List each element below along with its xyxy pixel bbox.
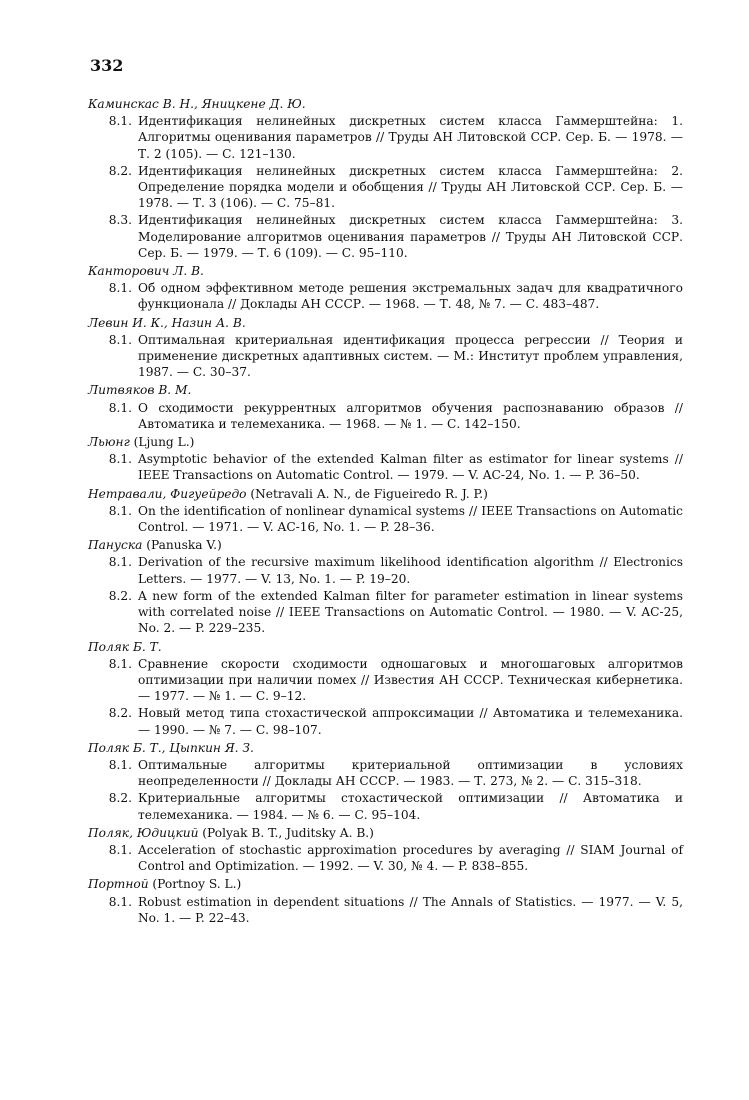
reference-item — [88, 842, 683, 874]
author-name: Литвяков В. М. — [88, 383, 192, 398]
reference-item — [88, 705, 683, 737]
reference-number: 8.1. — [108, 842, 132, 857]
reference-text: Derivation of the recursive maximum likelihood identification algorithm // Electronics Letters. — 1977. — V. 13, No. 1. — P. 19–20. — [138, 555, 683, 586]
reference-number: 8.3. — [108, 213, 132, 228]
reference-text: Сравнение скорости сходимости одношаговых и многошаговых алгоритмов оптимизации при наличии помех // Известия АН СССР. Техническая кибернетика. — 1977. — № 1. — С. 9–12. — [138, 656, 683, 704]
reference-number: 8.1. — [108, 281, 132, 296]
author-name: Канторович Л. В. — [88, 264, 204, 279]
author-name: Льюнг — [88, 435, 130, 450]
reference-item — [88, 400, 683, 432]
author-heading — [88, 486, 683, 502]
reference-text: Acceleration of stochastic approximation procedures by averaging // SIAM Journal of Control and Optimization. — 1992. — V. 30, № 4. — P. 838–855. — [138, 842, 683, 874]
author-heading — [88, 537, 683, 553]
author-latin-name: (Panuska V.) — [146, 538, 222, 553]
reference-number: 8.2. — [108, 706, 132, 721]
author-heading — [88, 96, 683, 112]
reference-text: Оптимальная критериальная идентификация процесса регрессии // Теория и применение дискретных адаптивных систем. — М.: Институт проблем управления, 1987. — С. 30–37. — [138, 332, 683, 380]
reference-item — [88, 588, 683, 637]
author-heading — [88, 639, 683, 655]
author-name: Пануска — [88, 538, 143, 553]
author-block — [88, 825, 683, 875]
reference-number: 8.1. — [108, 452, 132, 467]
reference-item — [88, 212, 683, 261]
reference-number: 8.2. — [108, 791, 132, 806]
reference-number: 8.2. — [108, 163, 132, 178]
page-number: 332 — [90, 56, 124, 75]
author-heading — [88, 825, 683, 841]
reference-number: 8.2. — [108, 588, 132, 603]
author-heading — [88, 263, 683, 279]
author-heading — [88, 740, 683, 756]
author-latin-name: (Polyak B. T., Juditsky A. B.) — [202, 825, 374, 840]
reference-text: Идентификация нелинейных дискретных систем класса Гаммерштейна: 1. Алгоритмы оценивания параметров // Труды АН Литовской ССР. Сер. Б. — 1978. — Т. 2 (105). — С. 121–130. — [138, 114, 683, 161]
reference-number: 8.1. — [108, 503, 132, 518]
author-block — [88, 315, 683, 381]
reference-number: 8.1. — [108, 332, 132, 347]
author-block — [88, 639, 683, 738]
reference-number: 8.1. — [108, 400, 132, 415]
author-block — [88, 740, 683, 823]
reference-item — [88, 113, 683, 162]
author-name: Каминскас В. Н., Яницкене Д. Ю. — [88, 97, 306, 111]
author-latin-name: (Portnoy S. L.) — [152, 877, 242, 892]
reference-item — [88, 757, 683, 789]
author-block — [88, 537, 683, 636]
reference-text: On the identification of nonlinear dynamical systems // IEEE Transactions on Automatic Control. — 1971. — V. AC-16, No. 1. — P. 28–36. — [138, 503, 683, 535]
reference-item — [88, 163, 683, 212]
author-name: Портной — [88, 877, 149, 892]
reference-text: О сходимости рекуррентных алгоритмов обучения распознаванию образов // Автоматика и телемеханика. — 1968. — № 1. — С. 142–150. — [138, 400, 683, 431]
reference-text: Asymptotic behavior of the extended Kalman filter as estimator for linear systems // IEEE Transactions on Automatic Control. — 1979. — V. AC-24, No. 1. — P. 36–50. — [138, 452, 683, 483]
reference-item — [88, 656, 683, 705]
reference-number: 8.1. — [108, 114, 132, 129]
author-block — [88, 876, 683, 926]
author-name: Поляк, Юдицкий — [88, 825, 199, 840]
reference-text: A new form of the extended Kalman filter for parameter estimation in linear systems with correlated noise // IEEE Transactions on Automatic Control. — 1980. — V. AC-25, No. 2. — P. 229–235. — [138, 588, 683, 636]
author-latin-name: (Netravali A. N., de Figueiredo R. J. P.) — [250, 486, 488, 501]
author-heading — [88, 876, 683, 892]
author-name: Левин И. К., Назин А. В. — [88, 315, 246, 330]
reference-text: Новый метод типа стохастической аппроксимации // Автоматика и телемеханика. — 1990. — № 7. — С. 98–107. — [138, 706, 683, 737]
reference-number: 8.1. — [108, 555, 132, 570]
bibliography — [88, 96, 683, 928]
reference-text: Robust estimation in dependent situations // The Annals of Statistics. — 1977. — V. 5, No. 1. — P. 22–43. — [138, 894, 683, 925]
reference-number: 8.1. — [108, 894, 132, 909]
reference-text: Идентификация нелинейных дискретных систем класса Гаммерштейна: 3. Моделирование алгоритмов оценивания параметров // Труды АН Литовской ССР. Сер. Б. — 1979. — Т. 6 (109). — С. 95–110. — [138, 213, 683, 260]
reference-item — [88, 554, 683, 586]
reference-text: Критериальные алгоритмы стохастической оптимизации // Автоматика и телемеханика. — 1984. — № 6. — С. 95–104. — [138, 791, 683, 822]
reference-number: 8.1. — [108, 656, 132, 671]
author-heading — [88, 315, 683, 331]
reference-item — [88, 503, 683, 535]
reference-item — [88, 790, 683, 822]
author-latin-name: (Ljung L.) — [133, 435, 195, 450]
reference-text: Оптимальные алгоритмы критериальной оптимизации в условиях неопределенности // Доклады АН СССР. — 1983. — Т. 273, № 2. — С. 315–318. — [138, 757, 683, 789]
reference-text: Идентификация нелинейных дискретных систем класса Гаммерштейна: 2. Определение порядка модели и обобщения // Труды АН Литовской ССР. Сер. Б. — 1978. — Т. 3 (106). — С. 75–81. — [138, 163, 683, 211]
reference-text: Об одном эффективном методе решения экстремальных задач для квадратичного функционала // Доклады АН СССР. — 1968. — Т. 48, № 7. — С. 483–487. — [138, 281, 683, 312]
reference-item — [88, 332, 683, 381]
author-block — [88, 263, 683, 313]
author-block — [88, 434, 683, 484]
author-name: Поляк Б. Т., Цыпкин Я. З. — [88, 740, 254, 755]
reference-item — [88, 894, 683, 926]
author-name: Нетравали, Фигуейредо — [88, 486, 247, 501]
author-block — [88, 382, 683, 432]
author-block — [88, 486, 683, 536]
author-name: Поляк Б. Т. — [88, 639, 162, 654]
author-heading — [88, 434, 683, 450]
author-heading — [88, 382, 683, 398]
reference-number: 8.1. — [108, 757, 132, 772]
author-block — [88, 96, 683, 261]
reference-item — [88, 451, 683, 483]
reference-item — [88, 280, 683, 312]
